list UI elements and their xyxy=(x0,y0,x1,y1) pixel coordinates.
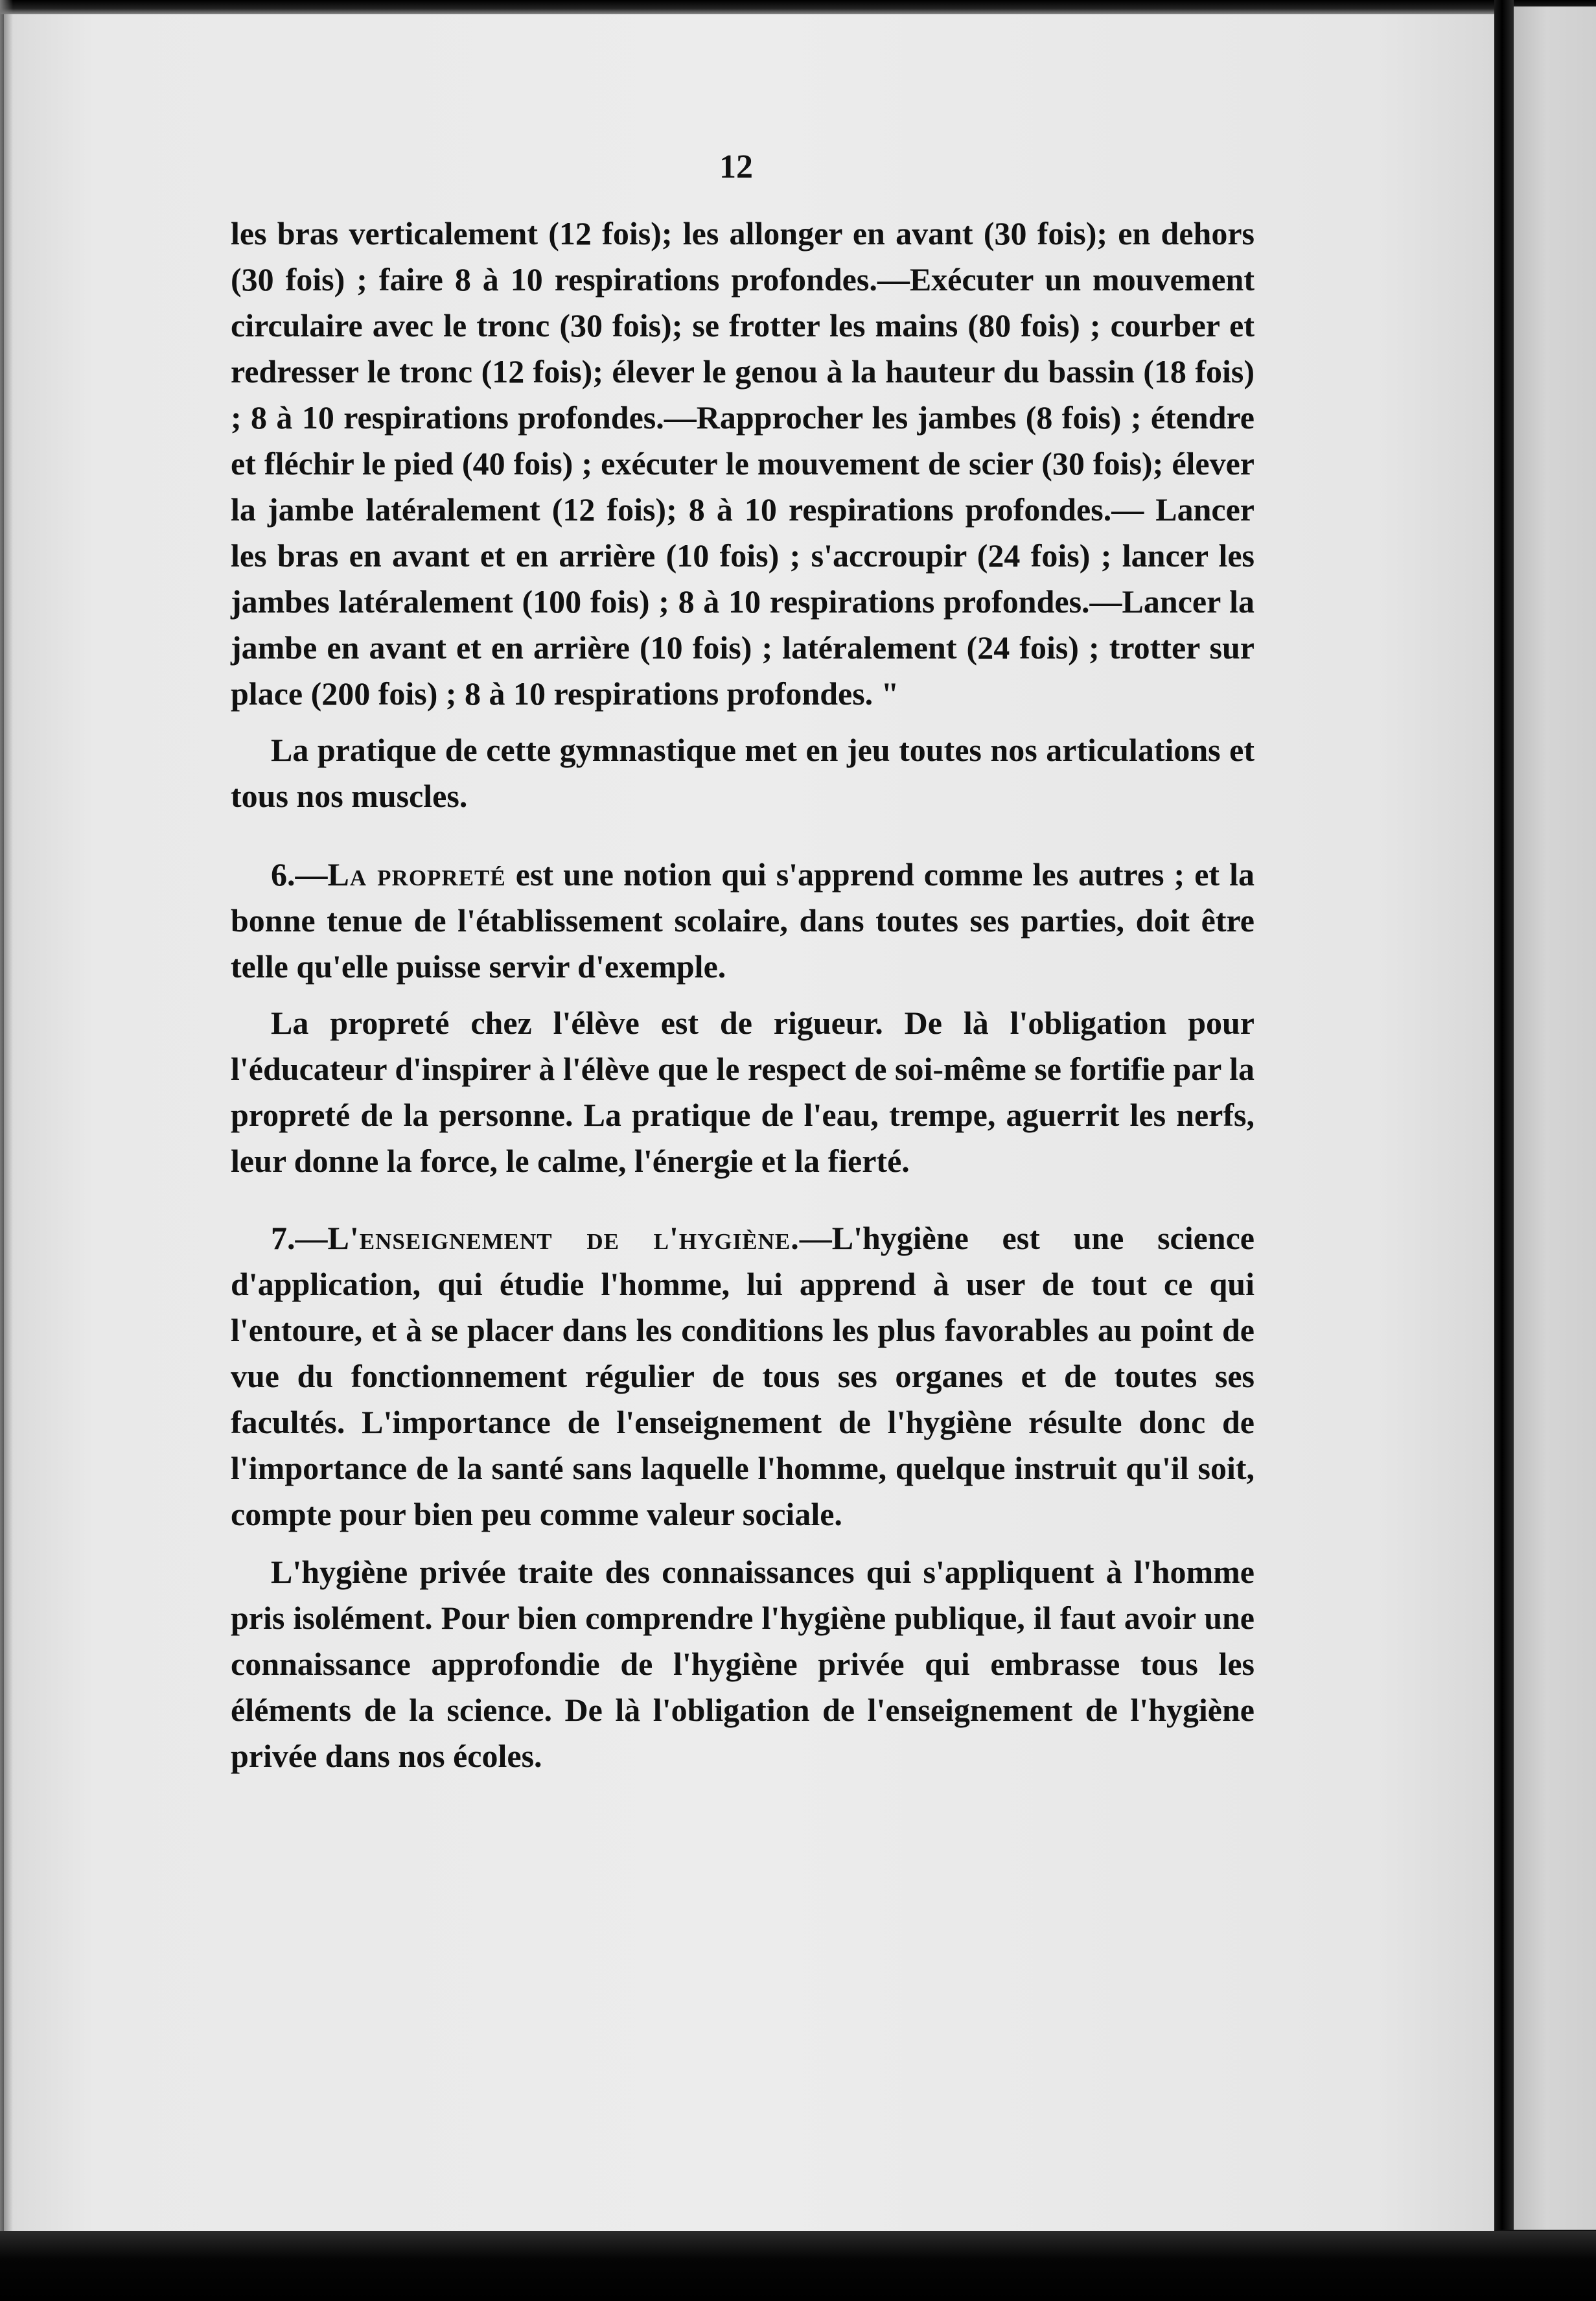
book-gutter xyxy=(1494,0,1514,2230)
scan-bottom-edge xyxy=(0,2231,1596,2301)
section-body: est une notion qui s'apprend comme les autres ; et la bonne tenue de l'établissement scolaire, dans toutes ses parties, doit être telle qu'elle puisse servir d'exemple. xyxy=(231,856,1255,985)
page-left-shadow xyxy=(0,0,13,2231)
section-heading-proprete: La propreté xyxy=(327,856,506,893)
page-number: 12 xyxy=(719,148,753,185)
paragraph-cleanliness-section xyxy=(231,852,1255,990)
facing-page-edge xyxy=(1514,6,1596,2230)
section-number: 7.— xyxy=(271,1220,328,1256)
paragraph-exercises: les bras verticalement (12 fois); les allonger en avant (30 fois); en dehors (30 fois) ; faire 8 à 10 respirations profondes.—Exécuter un mouvement circulaire avec le tronc (30 fois); se frotter les mains (80 fois) ; courber et redresser le tronc (12 fois); élever le genou à la hauteur du bassin (18 fois) ; 8 à 10 respirations profondes.—Rapprocher les jambes (8 fois) ; étendre et fléchir le pied (40 fois) ; exécuter le mouvement de scier (30 fois); élever la jambe latéralement (12 fois); 8 à 10 respirations profondes.— Lancer les bras en avant et en arrière (10 fois) ; s'accroupir (24 fois) ; lancer les jambes latéralement (100 fois) ; 8 à 10 respirations profondes.—Lancer la jambe en avant et en arrière (10 fois) ; latéralement (24 fois) ; trotter sur place (200 fois) ; 8 à 10 respirations profondes. " xyxy=(231,215,1255,712)
section-number: 6.— xyxy=(271,856,328,893)
paragraph-gymnastics: La pratique de cette gymnastique met en jeu toutes nos articulations et tous nos muscles. xyxy=(231,732,1255,814)
section-body: —L'hygiène est une science d'application, qui étudie l'homme, lui apprend à user de tout ce qui l'entoure, et à se placer dans les conditions les plus favorables au point de vue du fonctionnement régulier de tous ses organes et de toutes ses facultés. L'importance de l'enseignement de l'hygiène résulte donc de l'importance de la santé sans laquelle l'homme, quelque instruit qu'il soit, compte pour bien peu comme valeur sociale. xyxy=(231,1220,1255,1532)
paragraph-cleanliness-pupil: La propreté chez l'élève est de rigueur. De là l'obligation pour l'éducateur d'inspirer à l'élève que le respect de soi-même se fortifie par la propreté de la personne. La pratique de l'eau, trempe, aguerrit les nerfs, leur donne la force, le calme, l'énergie et la fierté. xyxy=(231,1005,1255,1179)
section-heading-hygiene: L'enseignement de l'hygiène. xyxy=(327,1220,800,1256)
scan-top-edge xyxy=(0,0,1596,14)
paragraph-hygiene-section xyxy=(231,1215,1255,1537)
paragraph-private-hygiene: L'hygiène privée traite des connaissances qui s'appliquent à l'homme pris isolément. Pour bien comprendre l'hygiène publique, il faut avoir une connaissance approfondie de l'hygiène privée qui embrasse tous les éléments de la science. De là l'obligation de l'enseignement de l'hygiène privée dans nos écoles. xyxy=(231,1554,1255,1774)
page-body xyxy=(231,146,1255,1779)
